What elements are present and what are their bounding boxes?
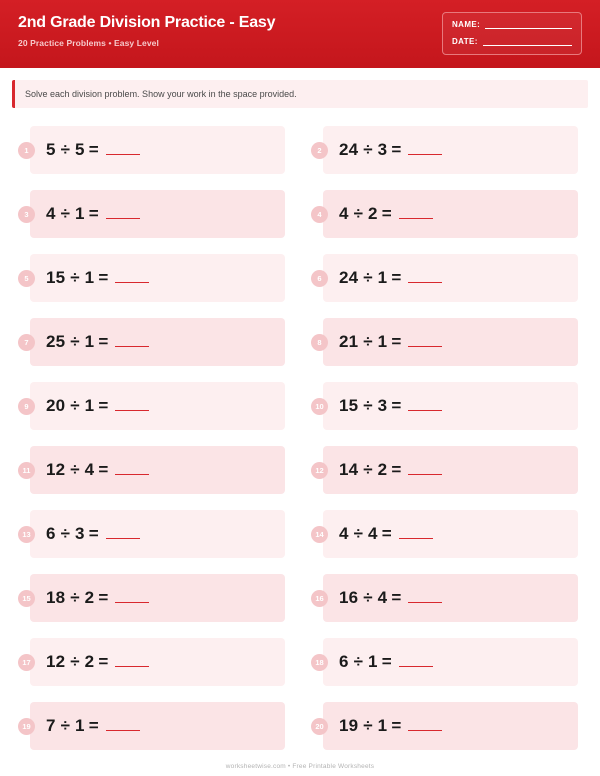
equals-sign: = [391,460,402,479]
equals-sign: = [98,332,109,351]
problem-item[interactable] [12,502,295,566]
answer-blank[interactable] [408,269,442,283]
problem-grid [12,118,588,758]
expression-text: 18 ÷ 2 [46,588,95,607]
problem-number: 16 [311,590,328,607]
problem-number: 9 [18,398,35,415]
problem-item[interactable] [305,630,588,694]
answer-blank[interactable] [408,589,442,603]
equals-sign: = [98,268,109,287]
equals-sign: = [381,524,392,543]
equals-sign: = [98,460,109,479]
problem-item[interactable] [305,566,588,630]
equals-sign: = [381,204,392,223]
answer-blank[interactable] [115,653,149,667]
problem-item[interactable] [305,182,588,246]
problem-number: 11 [18,462,35,479]
equals-sign: = [88,716,99,735]
name-field-row[interactable] [452,20,572,29]
problem-number: 2 [311,142,328,159]
problem-item[interactable] [12,566,295,630]
problem-item[interactable] [12,438,295,502]
expression-text: 6 ÷ 1 [339,652,378,671]
problem-item[interactable] [305,438,588,502]
problem-expression [339,460,442,480]
equals-sign: = [88,140,99,159]
problem-expression [46,332,149,352]
answer-blank[interactable] [399,205,433,219]
answer-blank[interactable] [106,525,140,539]
problem-expression [339,652,433,672]
problem-number: 8 [311,334,328,351]
equals-sign: = [88,524,99,543]
problem-number: 6 [311,270,328,287]
answer-blank[interactable] [115,461,149,475]
equals-sign: = [88,204,99,223]
problem-number: 12 [311,462,328,479]
problem-expression [46,140,140,160]
page-footer: worksheetwise.com • Free Printable Worksheets [225,763,375,770]
problem-expression [339,588,442,608]
answer-blank[interactable] [408,333,442,347]
expression-text: 6 ÷ 3 [46,524,85,543]
problem-expression [339,268,442,288]
problem-number: 14 [311,526,328,543]
problem-number: 7 [18,334,35,351]
problem-number: 18 [311,654,328,671]
expression-text: 21 ÷ 1 [339,332,388,351]
problem-item[interactable] [12,694,295,758]
problem-item[interactable] [305,374,588,438]
answer-blank[interactable] [408,461,442,475]
problem-number: 13 [18,526,35,543]
problem-expression [46,652,149,672]
expression-text: 12 ÷ 2 [46,652,95,671]
problem-number: 5 [18,270,35,287]
expression-text: 12 ÷ 4 [46,460,95,479]
expression-text: 5 ÷ 5 [46,140,85,159]
problem-item[interactable] [305,118,588,182]
equals-sign: = [391,140,402,159]
problem-number: 15 [18,590,35,607]
page-header [0,0,600,68]
answer-blank[interactable] [408,717,442,731]
problem-expression [46,396,149,416]
date-write-line[interactable] [483,37,572,46]
equals-sign: = [98,652,109,671]
expression-text: 20 ÷ 1 [46,396,95,415]
problem-expression [339,524,433,544]
problem-item[interactable] [12,310,295,374]
answer-blank[interactable] [106,141,140,155]
expression-text: 4 ÷ 1 [46,204,85,223]
expression-text: 7 ÷ 1 [46,716,85,735]
equals-sign: = [391,588,402,607]
problem-number: 1 [18,142,35,159]
answer-blank[interactable] [399,653,433,667]
problem-expression [46,524,140,544]
equals-sign: = [391,268,402,287]
answer-blank[interactable] [115,397,149,411]
problem-item[interactable] [305,310,588,374]
problem-expression [339,140,442,160]
expression-text: 4 ÷ 4 [339,524,378,543]
problem-expression [46,588,149,608]
problem-item[interactable] [305,502,588,566]
page-title: 2nd Grade Division Practice - Easy [18,14,276,31]
answer-blank[interactable] [115,589,149,603]
expression-text: 19 ÷ 1 [339,716,388,735]
answer-blank[interactable] [115,269,149,283]
page-subtitle: 20 Practice Problems • Easy Level [18,38,159,48]
problem-item[interactable] [12,118,295,182]
expression-text: 14 ÷ 2 [339,460,388,479]
problem-item[interactable] [12,374,295,438]
expression-text: 24 ÷ 1 [339,268,388,287]
problem-item[interactable] [305,246,588,310]
problem-expression [339,204,433,224]
problem-item[interactable] [12,182,295,246]
expression-text: 25 ÷ 1 [46,332,95,351]
problem-item[interactable] [12,630,295,694]
problem-item[interactable] [305,694,588,758]
problem-expression [339,716,442,736]
problem-expression [339,332,442,352]
name-write-line[interactable] [485,20,572,29]
equals-sign: = [98,588,109,607]
answer-blank[interactable] [408,141,442,155]
equals-sign: = [391,396,402,415]
name-label: NAME: [452,20,481,29]
equals-sign: = [391,716,402,735]
problem-expression [46,460,149,480]
expression-text: 4 ÷ 2 [339,204,378,223]
equals-sign: = [98,396,109,415]
answer-blank[interactable] [106,717,140,731]
answer-blank[interactable] [399,525,433,539]
answer-blank[interactable] [408,397,442,411]
expression-text: 16 ÷ 4 [339,588,388,607]
problem-item[interactable] [12,246,295,310]
problem-number: 19 [18,718,35,735]
date-label: DATE: [452,37,478,46]
problem-expression [339,396,442,416]
header-title-group [18,10,275,48]
problem-number: 17 [18,654,35,671]
problem-number: 20 [311,718,328,735]
name-date-box [442,12,582,55]
answer-blank[interactable] [115,333,149,347]
date-field-row[interactable] [452,37,572,46]
problem-expression [46,716,140,736]
problem-number: 4 [311,206,328,223]
expression-text: 24 ÷ 3 [339,140,388,159]
equals-sign: = [391,332,402,351]
expression-text: 15 ÷ 1 [46,268,95,287]
expression-text: 15 ÷ 3 [339,396,388,415]
instructions-banner: Solve each division problem. Show your work in the space provided. [12,80,588,108]
answer-blank[interactable] [106,205,140,219]
equals-sign: = [381,652,392,671]
problem-number: 10 [311,398,328,415]
problem-number: 3 [18,206,35,223]
problem-expression [46,204,140,224]
problem-expression [46,268,149,288]
